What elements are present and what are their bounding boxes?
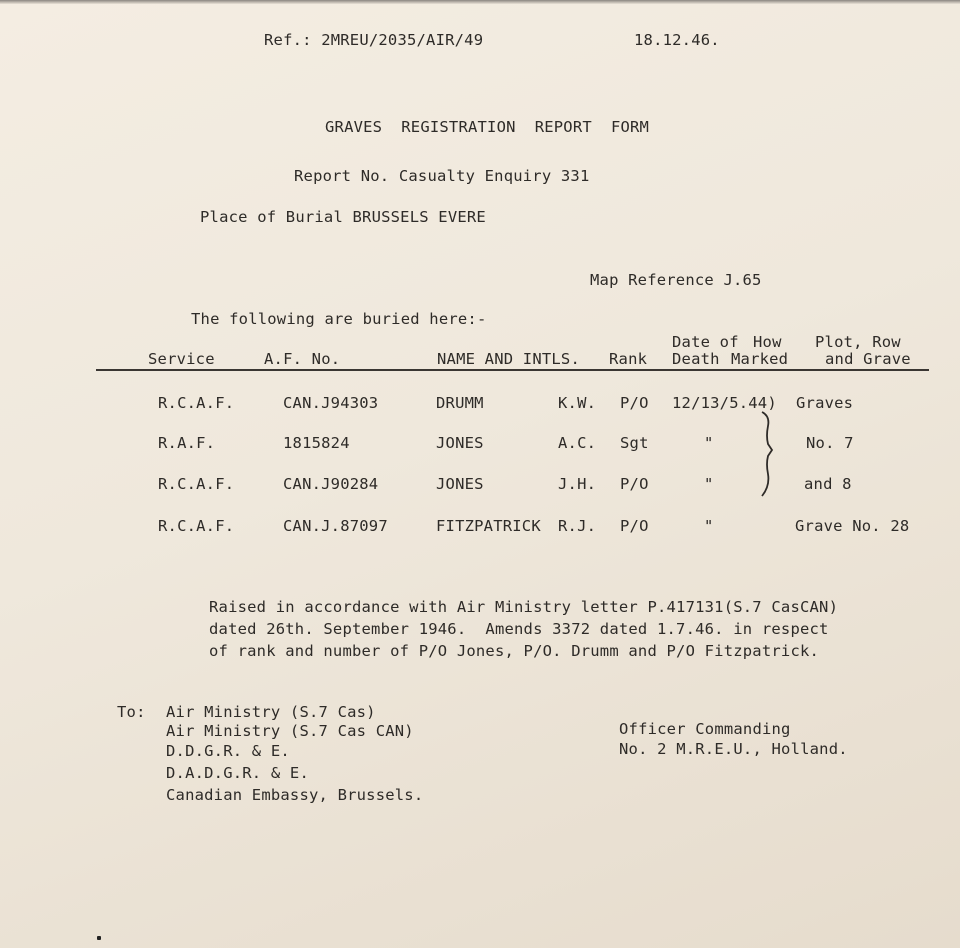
cell-rank: Sgt	[620, 434, 649, 452]
recipient: Canadian Embassy, Brussels.	[166, 786, 424, 804]
recipient: Air Ministry (S.7 Cas CAN)	[166, 722, 414, 740]
cell-date: "	[704, 517, 714, 535]
reference-number: Ref.: 2MREU/2035/AIR/49	[264, 31, 484, 49]
report-number: Report No. Casualty Enquiry 331	[294, 167, 590, 185]
header-plot-row: Plot, Row	[815, 333, 901, 351]
cell-af-no: CAN.J90284	[283, 475, 379, 493]
cell-plot: Graves	[796, 394, 854, 412]
header-death: Death	[672, 350, 720, 368]
note-line-2: dated 26th. September 1946. Amends 3372 dated 1.7.46. in respect	[209, 620, 829, 638]
header-name: NAME AND INTLS.	[437, 350, 580, 368]
paper-speck	[97, 936, 101, 940]
header-underline	[96, 369, 929, 371]
header-and-grave: and Grave	[825, 350, 911, 368]
recipient: D.A.D.G.R. & E.	[166, 764, 309, 782]
scan-edge	[0, 0, 960, 4]
cell-intls: K.W.	[558, 394, 597, 412]
grouping-brace-icon	[756, 410, 780, 500]
recipient: Air Ministry (S.7 Cas)	[166, 703, 376, 721]
intro-text: The following are buried here:-	[191, 310, 487, 328]
to-label: To:	[117, 703, 146, 721]
cell-name: JONES	[436, 475, 484, 493]
note-line-1: Raised in accordance with Air Ministry letter P.417131(S.7 CasCAN)	[209, 598, 839, 616]
cell-name: DRUMM	[436, 394, 484, 412]
cell-service: R.A.F.	[158, 434, 216, 452]
recipient: D.D.G.R. & E.	[166, 742, 290, 760]
map-reference: Map Reference J.65	[590, 271, 762, 289]
signatory-unit: No. 2 M.R.E.U., Holland.	[619, 740, 848, 758]
header-af-no: A.F. No.	[264, 350, 341, 368]
cell-date: 12/13/5.44)	[672, 394, 777, 412]
document-date: 18.12.46.	[634, 31, 720, 49]
cell-date: "	[704, 434, 714, 452]
cell-intls: A.C.	[558, 434, 597, 452]
cell-name: JONES	[436, 434, 484, 452]
cell-af-no: 1815824	[283, 434, 350, 452]
note-line-3: of rank and number of P/O Jones, P/O. Drumm and P/O Fitzpatrick.	[209, 642, 820, 660]
cell-date: "	[704, 475, 714, 493]
cell-service: R.C.A.F.	[158, 394, 235, 412]
place-of-burial: Place of Burial BRUSSELS EVERE	[200, 208, 486, 226]
header-date-of: Date of	[672, 333, 739, 351]
cell-service: R.C.A.F.	[158, 475, 235, 493]
cell-af-no: CAN.J94303	[283, 394, 379, 412]
cell-intls: J.H.	[558, 475, 597, 493]
cell-plot: Grave No. 28	[795, 517, 910, 535]
cell-plot: No. 7	[806, 434, 854, 452]
cell-service: R.C.A.F.	[158, 517, 235, 535]
signatory-title: Officer Commanding	[619, 720, 791, 738]
cell-intls: R.J.	[558, 517, 597, 535]
cell-plot: and 8	[804, 475, 852, 493]
form-title: GRAVES REGISTRATION REPORT FORM	[325, 118, 650, 136]
cell-rank: P/O	[620, 394, 649, 412]
cell-name: FITZPATRICK	[436, 517, 541, 535]
cell-rank: P/O	[620, 475, 649, 493]
header-how: How	[753, 333, 782, 351]
header-marked: Marked	[731, 350, 789, 368]
header-service: Service	[148, 350, 215, 368]
cell-rank: P/O	[620, 517, 649, 535]
cell-af-no: CAN.J.87097	[283, 517, 388, 535]
header-rank: Rank	[609, 350, 648, 368]
